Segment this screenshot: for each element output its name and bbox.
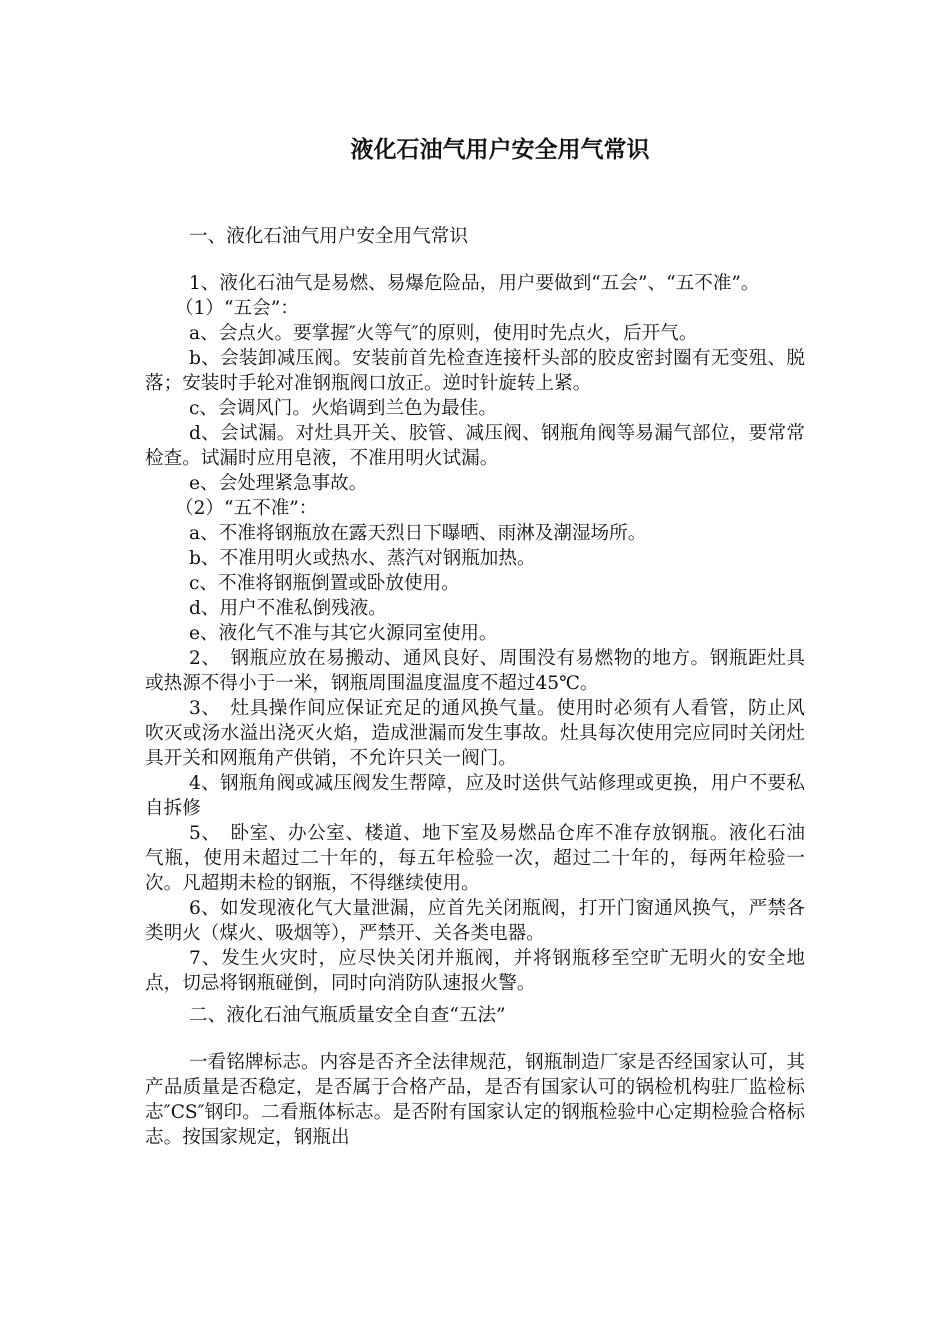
five-not-heading: （2）“五不准”： [175,498,318,519]
section-1-heading: 一、液化石油气用户安全用气常识 [189,226,468,247]
item-1: 1、液化石油气是易燃、易爆危险品，用户要做到“五会”、“五不准”。 [189,273,760,294]
item-5: 5、 卧室、办公室、楼道、地下室及易燃品仓库不准存放钢瓶。液化石油气瓶，使用未超过二十年的，每五年检验一次，超过二十年的，每两年检验一次。凡超期未检的钢瓶，不得继续使用。 [145,823,805,894]
five-can-item-e: e、会处理紧急事故。 [189,473,368,494]
five-can-item-a: a、会点火。要掌握″火等气″的原则，使用时先点火，后开气。 [189,323,698,344]
section-2-paragraph: 一看铭牌标志。内容是否齐全法律规范，钢瓶制造厂家是否经国家认可，其产品质量是否稳定，是否属于合格产品，是否有国家认可的锅检机构驻厂监检标志″CS″钢印。二看瓶体标志。是否附有国家认定的钢瓶检验中心定期检验合格标志。按国家规定，钢瓶出 [145,1052,805,1148]
section-2-heading: 二、液化石油气瓶质量安全自查“五法” [189,1005,506,1026]
document-title: 液化石油气用户安全用气常识 [350,136,650,163]
five-can-item-d: d、会试漏。对灶具开关、胶管、减压阀、钢瓶角阀等易漏气部位，要常常检查。试漏时应用皂液，不准用明火试漏。 [145,423,805,469]
item-7: 7、发生火灾时，应尽快关闭并瓶阀，并将钢瓶移至空旷无明火的安全地点，切忌将钢瓶碰倒，同时向消防队速报火警。 [145,948,805,994]
five-can-item-b: b、会装卸减压阀。安装前首先检查连接杆头部的胶皮密封圈有无变殂、脱落；安装时手轮对准钢瓶阀口放正。逆时针旋转上紧。 [145,348,805,394]
five-not-item-e: e、液化气不准与其它火源同室使用。 [189,623,498,644]
item-3: 3、 灶具操作间应保证充足的通风换气量。使用时必须有人看管，防止风吹灭或汤水溢出浇灭火焰，造成泄漏而发生事故。灶具每次使用完应同时关闭灶具开关和网瓶角产供销，不允许只关一阀门。 [145,698,805,769]
five-can-heading: （1）“五会”： [175,298,299,319]
five-not-item-a: a、不准将钢瓶放在露天烈日下曝晒、雨淋及潮湿场所。 [189,523,647,544]
item-2: 2、 钢瓶应放在易搬动、通风良好、周围没有易燃物的地方。钢瓶距灶具或热源不得小于一米，钢瓶周围温度温度不超过45℃。 [145,648,805,694]
five-not-item-c: c、不准将钢瓶倒置或卧放使用。 [189,573,460,594]
item-4: 4、钢瓶角阀或减压阀发生帮障，应及时送供气站修理或更换，用户不要私自拆修 [145,773,805,819]
five-not-item-b: b、不准用明火或热水、蒸汽对钢瓶加热。 [189,548,536,569]
document-body [145,224,805,1150]
item-6: 6、如发现液化气大量泄漏，应首先关闭瓶阀，打开门窗通风换气，严禁各类明火（煤火、吸烟等），严禁开、关各类电器。 [145,898,805,944]
five-can-item-c: c、会调风门。火焰调到兰色为最佳。 [189,398,497,419]
five-not-item-d: d、用户不准私倒残液。 [189,598,387,619]
